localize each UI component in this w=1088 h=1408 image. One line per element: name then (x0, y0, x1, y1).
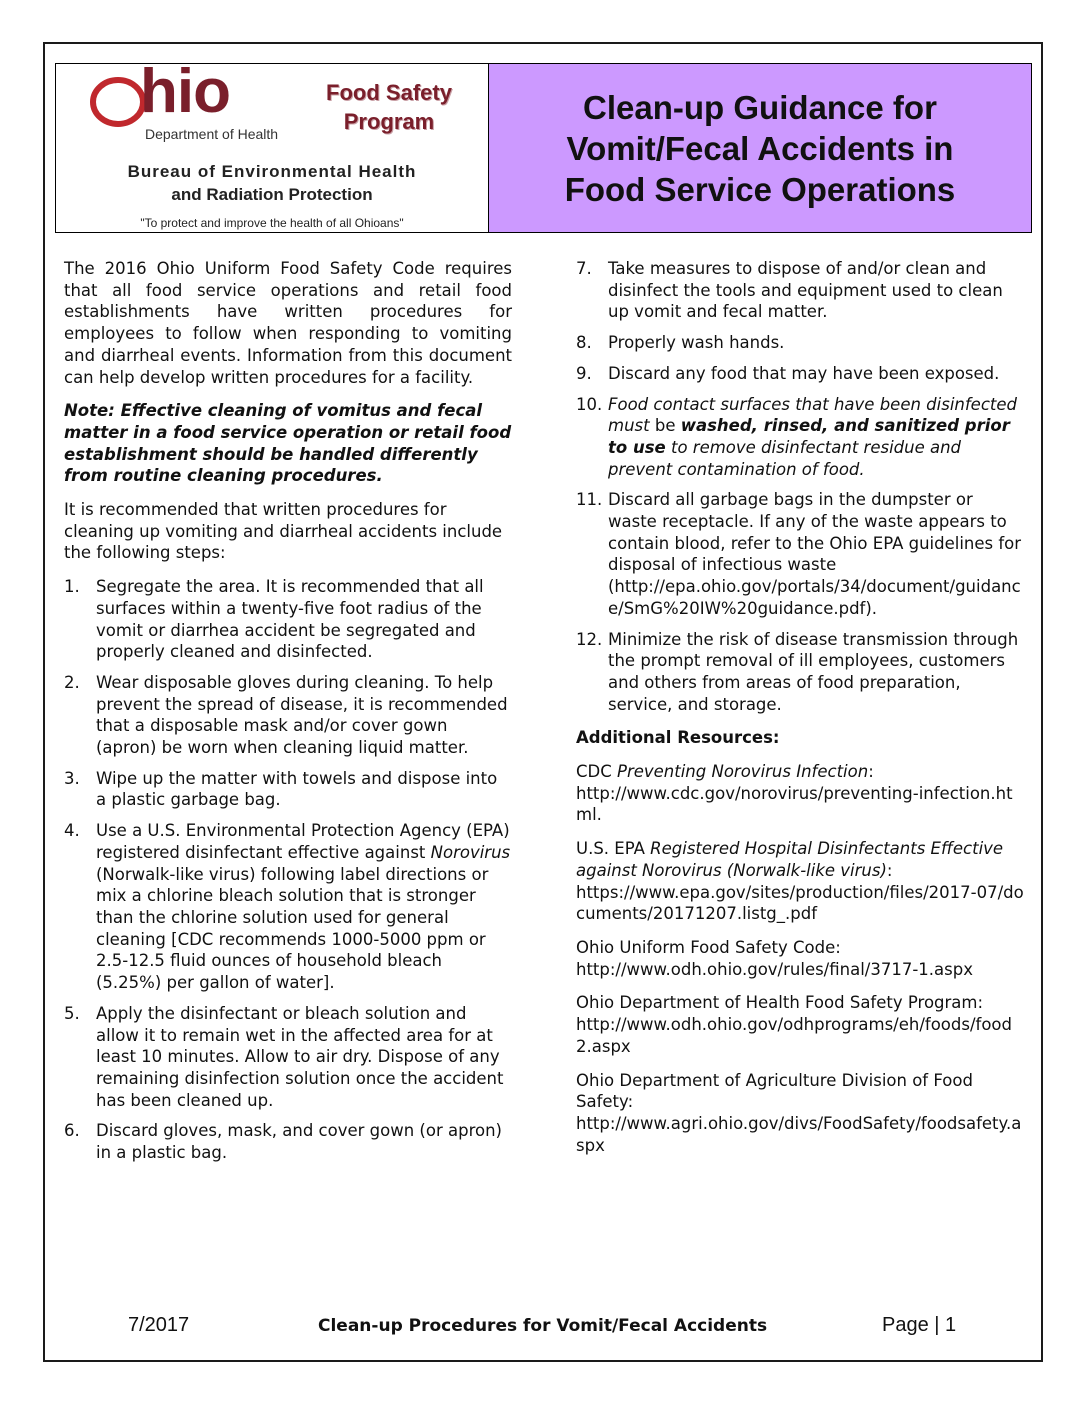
step-text-a: Use a U.S. Environmental Protection Agency (EPA) registered disinfectant effective against (96, 821, 510, 862)
resource-item (576, 838, 1026, 925)
step-text: Discard gloves, mask, and cover gown (or apron) in a plastic bag. (96, 1121, 502, 1163)
step-text (96, 821, 510, 992)
resource-item (576, 1070, 1026, 1157)
step-text: Wipe up the matter with towels and dispose into a plastic garbage bag. (96, 768, 498, 810)
step-number: 12. (576, 629, 603, 649)
steps-list-left (64, 576, 512, 1164)
step-text-part4: to remove disinfectant residue and prevent contamination of food. (608, 437, 962, 479)
step-text-part3: washed, rinsed, and sanitized prior to use (608, 416, 1010, 457)
logo-word: hio (140, 57, 230, 126)
list-item (64, 1003, 512, 1112)
step-number: 9. (576, 363, 592, 383)
step-text-part1: Food contact surfaces that have been disinfected must (608, 394, 1017, 436)
program-line-2: Program (343, 109, 435, 134)
step-number: 8. (576, 333, 592, 353)
resource-link[interactable]: http://www.odh.ohio.gov/rules/final/3717-1.aspx (576, 959, 973, 979)
list-item (576, 258, 1026, 323)
step-number: 10. (576, 394, 603, 414)
logo-subtitle: Department of Health (145, 126, 279, 142)
right-column (576, 258, 1026, 1168)
list-item (576, 489, 1026, 619)
step-text: Discard all garbage bags in the dumpster or waste receptacle. If any of the waste appears to contain blood, refer to the Ohio EPA guidelines for disposal of infectious waste (http://epa.ohio.gov/portals/34/document/guidance/SmG%20IW%20guidance.pdf). (608, 490, 1022, 618)
step-text: Take measures to dispose of and/or clean and disinfect the tools and equipment used to clean up vomit and fecal matter. (608, 259, 1003, 322)
header (55, 57, 1032, 233)
step-number: 11. (576, 490, 603, 510)
step-text: Segregate the area. It is recommended that all surfaces within a twenty-five foot radius of the vomit or diarrhea accident be segregated and properly cleaned and disinfected. (96, 577, 484, 662)
step-text: Discard any food that may have been exposed. (608, 363, 1000, 383)
step-number: 2. (64, 672, 80, 692)
resource-label-italic: Preventing Norovirus Infection (617, 762, 869, 782)
list-item (576, 332, 1026, 354)
list-item (576, 629, 1026, 716)
resource-label: U.S. EPA (576, 839, 651, 859)
resource-item (576, 937, 1026, 980)
program-line-1: Food Safety (326, 80, 452, 105)
left-column (64, 258, 512, 1173)
steps-list-right (576, 258, 1026, 715)
title-line-1: Clean-up Guidance for (583, 88, 937, 126)
resource-label: Ohio Uniform Food Safety Code: (576, 937, 841, 957)
list-item (64, 576, 512, 663)
step-text (608, 395, 1017, 479)
resource-link[interactable]: https://www.epa.gov/sites/production/files/2017-07/documents/20171207.listg_.pdf (576, 882, 1024, 924)
step-number: 5. (64, 1003, 80, 1023)
list-item (576, 394, 1026, 481)
step-text-b: (Norwalk-like virus) following label directions or mix a chlorine bleach solution that is stronger than the chlorine solution used for general cleaning [CDC recommends 1000-5000 ppm or 2.5-12.5 fluid ounces of household bleach (5.25%) per gallon of water]. (96, 864, 489, 993)
step-number: 6. (64, 1121, 80, 1141)
title-panel (489, 64, 1031, 232)
resources-heading: Additional Resources: (576, 728, 780, 748)
footer-page-number: Page | 1 (882, 1314, 957, 1336)
list-item (64, 672, 512, 759)
list-item (64, 820, 512, 994)
recommend-paragraph: It is recommended that written procedures for cleaning up vomiting and diarrheal accidents include the following steps: (64, 500, 503, 563)
step-number: 4. (64, 821, 80, 841)
resource-label-italic: Registered Hospital Disinfectants Effective against Norovirus (Norwalk-like virus) (576, 839, 1004, 880)
list-item (64, 768, 512, 811)
title-line-3: Food Service Operations (564, 170, 956, 208)
bureau-name (56, 160, 488, 206)
program-name (314, 78, 464, 136)
step-text-italic: Norovirus (430, 842, 511, 862)
bureau-line-1: Bureau of Environmental Health (127, 162, 417, 181)
ohio-o-icon (88, 68, 148, 138)
intro-paragraph: The 2016 Ohio Uniform Food Safety Code requires that all food service operations and retail food establishments have written procedures for employees to follow when responding to vomiting and diarrheal events. Information from this document can help develop written procedures for a facility. (64, 259, 512, 387)
step-number: 1. (64, 577, 80, 597)
step-number: 7. (576, 259, 592, 278)
motto: "To protect and improve the health of all Ohioans" (140, 216, 404, 230)
list-item (576, 363, 1026, 385)
step-text-part2: be (649, 416, 681, 436)
step-text: Properly wash hands. (608, 333, 785, 353)
resource-item (576, 761, 1026, 826)
resource-link[interactable]: http://www.cdc.gov/norovirus/preventing-infection.html. (576, 783, 1013, 825)
resource-label-post: : (886, 860, 893, 880)
header-branding (56, 57, 489, 232)
ohio-logo (88, 57, 318, 148)
footer-title: Clean-up Procedures for Vomit/Fecal Accidents (318, 1316, 768, 1336)
resource-link[interactable]: http://www.odh.ohio.gov/odhprograms/eh/foods/food2.aspx (576, 1015, 1012, 1056)
resource-label: Ohio Department of Agriculture Division of Food Safety: (576, 1070, 973, 1112)
resource-label-post: : (868, 762, 874, 782)
document-title (565, 87, 956, 210)
footer-date: 7/2017 (128, 1314, 190, 1336)
step-number: 3. (64, 768, 80, 788)
resource-link[interactable]: http://www.agri.ohio.gov/divs/FoodSafety/foodsafety.aspx (576, 1113, 1022, 1155)
title-line-2: Vomit/Fecal Accidents in (566, 129, 954, 167)
bureau-line-2: and Radiation Protection (171, 185, 373, 204)
resource-item (576, 992, 1026, 1057)
step-text: Wear disposable gloves during cleaning. To help prevent the spread of disease, it is recommended that a disposable mask and/or cover gown (apron) be worn when cleaning liquid matter. (96, 672, 508, 758)
resource-label: CDC (576, 762, 617, 782)
resource-label: Ohio Department of Health Food Safety Program: (576, 993, 984, 1013)
list-item (64, 1120, 512, 1163)
note-paragraph: Note: Effective cleaning of vomitus and fecal matter in a food service operation or retail food establishment should be handled differently from routine cleaning procedures. (64, 401, 512, 486)
step-text: Minimize the risk of disease transmission through the prompt removal of ill employees, customers and others from areas of food preparation, service, and storage. (608, 629, 1019, 714)
step-text: Apply the disinfectant or bleach solution and allow it to remain wet in the affected area for at least 10 minutes. Allow to air dry. Dispose of any remaining disinfection solution once the accident has been cleaned up. (96, 1003, 504, 1110)
